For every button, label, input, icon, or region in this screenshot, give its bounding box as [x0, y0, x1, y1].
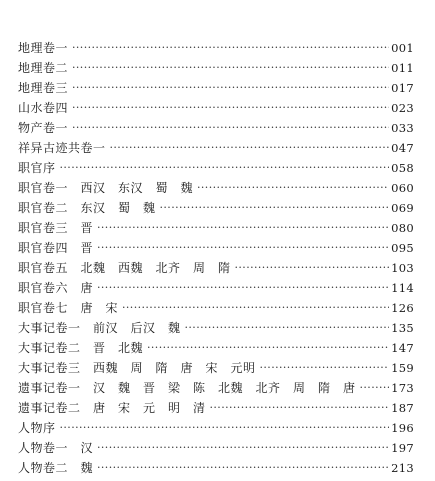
toc-leader-dots — [97, 278, 389, 298]
toc-row[interactable] — [18, 198, 414, 218]
toc-leader-dots — [97, 438, 389, 458]
toc-page-number: 011 — [391, 61, 414, 75]
toc-label: 大事记卷三 西魏 周 隋 唐 宋 元明 — [18, 361, 256, 375]
toc-row[interactable] — [18, 258, 414, 278]
toc-row[interactable] — [18, 298, 414, 318]
toc-row[interactable] — [18, 78, 414, 98]
toc-row[interactable] — [18, 238, 414, 258]
toc-row[interactable] — [18, 398, 414, 418]
toc-row[interactable] — [18, 158, 414, 178]
toc-page-number: 017 — [391, 81, 414, 95]
toc-label: 祥异古迹共卷一 — [18, 141, 106, 155]
toc-page-number: 069 — [391, 201, 414, 215]
toc-label: 大事记卷二 晋 北魏 — [18, 341, 144, 355]
toc-label: 物产卷一 — [18, 121, 69, 135]
toc-label: 地理卷二 — [18, 61, 69, 75]
toc-label: 职官卷七 唐 宋 — [18, 301, 119, 315]
toc-row[interactable] — [18, 98, 414, 118]
toc-label: 遗事记卷一 汉 魏 晋 梁 陈 北魏 北齐 周 隋 唐 — [18, 381, 356, 395]
toc-leader-dots — [235, 258, 390, 278]
toc-label: 人物卷一 汉 — [18, 441, 94, 455]
toc-page-number: 147 — [391, 341, 414, 355]
toc-row[interactable] — [18, 278, 414, 298]
toc-leader-dots — [60, 418, 390, 438]
toc-label: 地理卷三 — [18, 81, 69, 95]
toc-label: 山水卷四 — [18, 101, 69, 115]
toc-page-number: 023 — [391, 101, 414, 115]
toc-leader-dots — [122, 298, 389, 318]
toc-leader-dots — [60, 158, 390, 178]
toc-leader-dots — [110, 138, 390, 158]
toc-leader-dots — [197, 178, 389, 198]
toc-label: 人物序 — [18, 421, 56, 435]
toc-row[interactable] — [18, 178, 414, 198]
toc-leader-dots — [260, 358, 390, 378]
toc-row[interactable] — [18, 358, 414, 378]
toc-label: 职官卷五 北魏 西魏 北齐 周 隋 — [18, 261, 231, 275]
toc-row[interactable] — [18, 438, 414, 458]
toc-row[interactable] — [18, 218, 414, 238]
toc-label: 地理卷一 — [18, 41, 69, 55]
toc-label: 职官卷四 晋 — [18, 241, 94, 255]
toc-page-number: 135 — [391, 321, 414, 335]
toc-page-number: 159 — [391, 361, 414, 375]
table-of-contents — [18, 38, 414, 478]
toc-leader-dots — [185, 318, 390, 338]
toc-leader-dots — [147, 338, 389, 358]
toc-page-number: 213 — [391, 461, 414, 475]
toc-leader-dots — [97, 458, 389, 478]
toc-leader-dots — [210, 398, 390, 418]
toc-leader-dots — [160, 198, 390, 218]
toc-leader-dots — [72, 58, 389, 78]
toc-row[interactable] — [18, 138, 414, 158]
toc-page-number: 001 — [391, 41, 414, 55]
toc-page-number: 060 — [391, 181, 414, 195]
toc-leader-dots — [72, 98, 389, 118]
toc-row[interactable] — [18, 38, 414, 58]
toc-row[interactable] — [18, 458, 414, 478]
toc-page-number: 126 — [391, 301, 414, 315]
toc-page-number: 047 — [391, 141, 414, 155]
toc-row[interactable] — [18, 418, 414, 438]
toc-leader-dots — [97, 238, 389, 258]
toc-label: 人物卷二 魏 — [18, 461, 94, 475]
toc-page-number: 114 — [391, 281, 414, 295]
toc-page-number: 187 — [391, 401, 414, 415]
toc-page-number: 095 — [391, 241, 414, 255]
toc-row[interactable] — [18, 58, 414, 78]
toc-label: 大事记卷一 前汉 后汉 魏 — [18, 321, 181, 335]
toc-leader-dots — [72, 38, 389, 58]
toc-row[interactable] — [18, 318, 414, 338]
toc-label: 职官卷一 西汉 东汉 蜀 魏 — [18, 181, 194, 195]
toc-leader-dots — [360, 378, 390, 398]
toc-page-number: 103 — [391, 261, 414, 275]
toc-page-number: 173 — [391, 381, 414, 395]
toc-label: 职官序 — [18, 161, 56, 175]
toc-page-number: 080 — [391, 221, 414, 235]
toc-page-number: 033 — [391, 121, 414, 135]
toc-leader-dots — [72, 118, 389, 138]
toc-label: 职官卷六 唐 — [18, 281, 94, 295]
toc-leader-dots — [97, 218, 389, 238]
toc-page-number: 197 — [391, 441, 414, 455]
toc-page-number: 058 — [391, 161, 414, 175]
toc-row[interactable] — [18, 118, 414, 138]
toc-label: 职官卷三 晋 — [18, 221, 94, 235]
toc-leader-dots — [72, 78, 389, 98]
toc-row[interactable] — [18, 338, 414, 358]
toc-row[interactable] — [18, 378, 414, 398]
toc-label: 遗事记卷二 唐 宋 元 明 清 — [18, 401, 206, 415]
toc-label: 职官卷二 东汉 蜀 魏 — [18, 201, 156, 215]
toc-page-number: 196 — [391, 421, 414, 435]
